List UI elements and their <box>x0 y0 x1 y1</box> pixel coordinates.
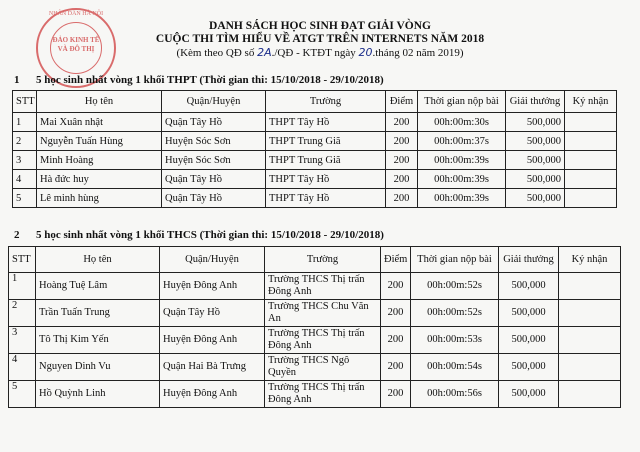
cell-name: Mai Xuân nhật <box>37 113 162 132</box>
col-header-time: Thời gian nộp bài <box>411 247 499 273</box>
cell-prize: 500,000 <box>506 132 565 151</box>
section2-heading: 5 học sinh nhất vòng 1 khối THCS (Thời gian thi: 15/10/2018 - 29/10/2018) <box>36 229 384 241</box>
table-row <box>13 113 617 132</box>
cell-district: Huyện Đông Anh <box>160 327 265 354</box>
school-line2: An <box>268 313 281 324</box>
cell-score: 200 <box>386 113 418 132</box>
cell-stt: 5 <box>13 189 37 208</box>
col-header-score: Điểm <box>386 91 418 113</box>
col-header-district: Quận/Huyện <box>160 247 265 273</box>
cell-time: 00h:00m:52s <box>411 300 499 327</box>
cell-name: Nguyen Dinh Vu <box>36 354 160 381</box>
cell-score: 200 <box>381 381 411 408</box>
col-header-prize: Giải thưởng <box>499 247 559 273</box>
document-subtitle: CUỘC THI TÌM HIỂU VỀ ATGT TRÊN INTERNETS NĂM 2018 <box>155 33 485 45</box>
cell-district: Huyện Đông Anh <box>160 273 265 300</box>
cell-school <box>265 327 381 354</box>
cell-district: Quận Tây Hồ <box>162 170 266 189</box>
cell-score: 200 <box>386 170 418 189</box>
table-header-row <box>13 91 617 113</box>
cell-school <box>265 300 381 327</box>
cell-school <box>265 381 381 408</box>
cell-time: 00h:00m:37s <box>418 132 506 151</box>
cell-time: 00h:00m:52s <box>411 273 499 300</box>
cell-score: 200 <box>381 273 411 300</box>
cell-time: 00h:00m:39s <box>418 151 506 170</box>
cell-stt: 3 <box>9 327 36 354</box>
cell-time: 00h:00m:56s <box>411 381 499 408</box>
cell-name: Hà đức huy <box>37 170 162 189</box>
col-header-name: Họ tên <box>37 91 162 113</box>
cell-prize: 500,000 <box>499 381 559 408</box>
cell-score: 200 <box>381 300 411 327</box>
cell-district: Quận Tây Hồ <box>160 300 265 327</box>
section2-number: 2 <box>14 229 20 241</box>
cell-score: 200 <box>381 354 411 381</box>
cell-time: 00h:00m:53s <box>411 327 499 354</box>
table-row <box>9 300 621 327</box>
cell-name: Trần Tuấn Trung <box>36 300 160 327</box>
col-header-stt: STT <box>13 91 37 113</box>
table-row <box>9 354 621 381</box>
cell-score: 200 <box>386 151 418 170</box>
cell-school: THPT Trung Giã <box>266 132 386 151</box>
school-line2: Đông Anh <box>268 394 312 405</box>
cell-stt: 2 <box>9 300 36 327</box>
cell-prize: 500,000 <box>506 189 565 208</box>
cell-signature <box>565 113 617 132</box>
cell-prize: 500,000 <box>506 151 565 170</box>
cell-score: 200 <box>386 189 418 208</box>
thcs-results-table <box>8 246 621 408</box>
cell-signature <box>565 151 617 170</box>
table-row <box>9 327 621 354</box>
col-header-school: Trường <box>266 91 386 113</box>
cell-name: Lê minh hùng <box>37 189 162 208</box>
cell-signature <box>559 327 621 354</box>
cell-stt: 1 <box>9 273 36 300</box>
school-line1: Trường THCS Thị trấn <box>268 382 365 393</box>
section2-title <box>14 229 384 241</box>
section1-title <box>14 74 384 86</box>
cell-prize: 500,000 <box>506 113 565 132</box>
cell-time: 00h:00m:39s <box>418 170 506 189</box>
cell-district: Quận Hai Bà Trưng <box>160 354 265 381</box>
school-line1: Trường THCS Chu Văn <box>268 301 369 312</box>
col-header-name: Họ tên <box>36 247 160 273</box>
cell-name: Nguyễn Tuấn Hùng <box>37 132 162 151</box>
decision-number: 2A <box>257 46 272 59</box>
cell-signature <box>559 381 621 408</box>
cell-stt: 4 <box>9 354 36 381</box>
section1-number: 1 <box>14 74 20 86</box>
table-row <box>13 170 617 189</box>
cell-school <box>265 354 381 381</box>
col-header-district: Quận/Huyện <box>162 91 266 113</box>
cell-school: THPT Tây Hồ <box>266 170 386 189</box>
col-header-signature: Ký nhận <box>565 91 617 113</box>
decision-day: 20 <box>358 46 373 59</box>
cell-signature <box>565 132 617 151</box>
decision-reference <box>0 46 640 59</box>
cell-stt: 1 <box>13 113 37 132</box>
col-header-score: Điểm <box>381 247 411 273</box>
col-header-time: Thời gian nộp bài <box>418 91 506 113</box>
cell-prize: 500,000 <box>499 327 559 354</box>
cell-name: Tô Thị Kim Yến <box>36 327 160 354</box>
decision-text-a: (Kèm theo QĐ số <box>176 47 258 59</box>
school-line1: Trường THCS Ngô <box>268 355 350 366</box>
decision-text-c: .tháng 02 năm 2019) <box>372 47 464 59</box>
col-header-signature: Ký nhận <box>559 247 621 273</box>
cell-school: THPT Tây Hồ <box>266 189 386 208</box>
table-header-row <box>9 247 621 273</box>
cell-school: THPT Trung Giã <box>266 151 386 170</box>
school-line2: Đông Anh <box>268 340 312 351</box>
table-row <box>13 151 617 170</box>
cell-signature <box>565 189 617 208</box>
col-header-stt: STT <box>9 247 36 273</box>
cell-signature <box>565 170 617 189</box>
cell-score: 200 <box>386 132 418 151</box>
cell-stt: 2 <box>13 132 37 151</box>
cell-signature <box>559 273 621 300</box>
cell-stt: 4 <box>13 170 37 189</box>
cell-prize: 500,000 <box>499 300 559 327</box>
document-title: DANH SÁCH HỌC SINH ĐẠT GIẢI VÒNG <box>209 20 431 32</box>
school-line1: Trường THCS Thị trấn <box>268 274 365 285</box>
cell-stt: 5 <box>9 381 36 408</box>
cell-time: 00h:00m:39s <box>418 189 506 208</box>
cell-school: THPT Tây Hồ <box>266 113 386 132</box>
cell-name: Hoàng Tuệ Lâm <box>36 273 160 300</box>
cell-district: Quận Tây Hồ <box>162 113 266 132</box>
school-line1: Trường THCS Thị trấn <box>268 328 365 339</box>
school-line2: Quyền <box>268 367 296 378</box>
decision-text-b: ./QĐ - KTĐT ngày <box>271 47 359 59</box>
cell-signature <box>559 354 621 381</box>
cell-signature <box>559 300 621 327</box>
cell-prize: 500,000 <box>499 273 559 300</box>
stamp-center-text: ĐẢO KINH TẾ VÀ ĐÔ THỊ <box>50 22 102 74</box>
cell-score: 200 <box>381 327 411 354</box>
cell-district: Huyện Sóc Sơn <box>162 151 266 170</box>
table-row <box>13 189 617 208</box>
table-row <box>9 273 621 300</box>
cell-prize: 500,000 <box>499 354 559 381</box>
cell-school <box>265 273 381 300</box>
table-row <box>13 132 617 151</box>
document-header <box>0 20 640 59</box>
col-header-school: Trường <box>265 247 381 273</box>
cell-stt: 3 <box>13 151 37 170</box>
cell-time: 00h:00m:30s <box>418 113 506 132</box>
cell-district: Huyện Đông Anh <box>160 381 265 408</box>
cell-prize: 500,000 <box>506 170 565 189</box>
cell-name: Hồ Quỳnh Linh <box>36 381 160 408</box>
cell-district: Huyện Sóc Sơn <box>162 132 266 151</box>
thpt-results-table <box>12 90 617 208</box>
school-line2: Đông Anh <box>268 286 312 297</box>
cell-time: 00h:00m:54s <box>411 354 499 381</box>
stamp-ring-text: NHÂN DÂN HÀ NỘI <box>48 11 104 17</box>
table-row <box>9 381 621 408</box>
section1-heading: 5 học sinh nhất vòng 1 khối THPT (Thời gian thi: 15/10/2018 - 29/10/2018) <box>36 74 384 86</box>
cell-name: Minh Hoàng <box>37 151 162 170</box>
col-header-prize: Giải thưởng <box>506 91 565 113</box>
cell-district: Quận Tây Hồ <box>162 189 266 208</box>
